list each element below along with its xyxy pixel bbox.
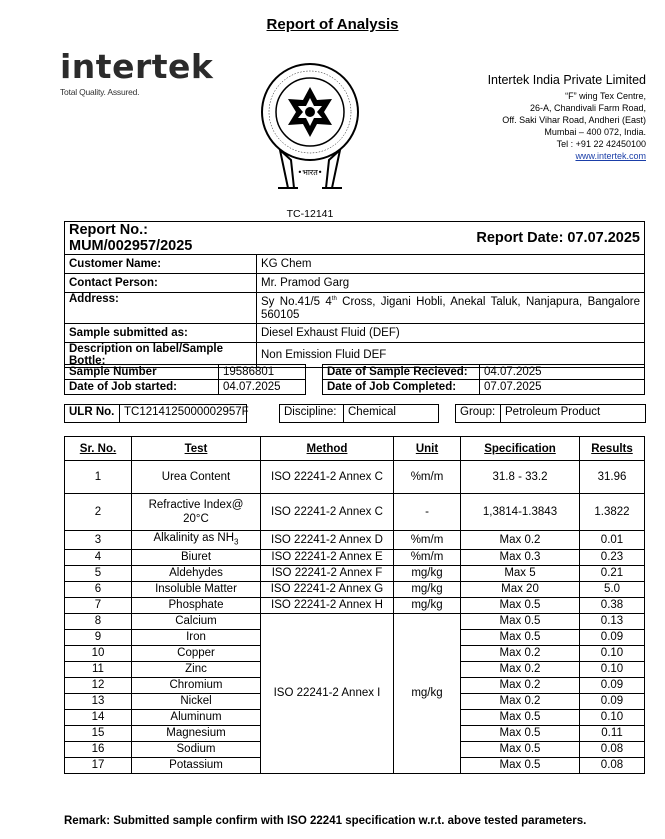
specification-cell: Max 0.5 (461, 758, 580, 774)
sample-number-value: 19586801 (219, 365, 306, 380)
sr-no-cell: 6 (65, 582, 132, 598)
contact-value: Mr. Pramod Garg (257, 274, 645, 293)
result-cell: 0.10 (580, 646, 645, 662)
sample-number-label: Sample Number (65, 365, 219, 380)
logo-wordmark: intertek (60, 47, 214, 86)
specification-cell: 31.8 - 33.2 (461, 461, 580, 494)
method-cell: ISO 22241-2 Annex C (261, 461, 394, 494)
test-cell: Chromium (132, 678, 261, 694)
test-cell: Magnesium (132, 726, 261, 742)
test-cell: Phosphate (132, 598, 261, 614)
specification-cell: Max 0.2 (461, 662, 580, 678)
seal-bottom-text: •भारत• (297, 168, 323, 177)
table-row (65, 598, 645, 614)
report-date: Report Date: 07.07.2025 (257, 222, 645, 255)
specification-cell: Max 0.2 (461, 646, 580, 662)
table-row (65, 494, 645, 531)
contact-label: Contact Person: (65, 274, 257, 293)
test-cell: Sodium (132, 742, 261, 758)
started-label: Date of Job started: (65, 380, 219, 395)
test-cell: Iron (132, 630, 261, 646)
group-label: Group: (460, 406, 496, 418)
header-specification: Specification (461, 437, 580, 461)
specification-cell: Max 0.3 (461, 550, 580, 566)
table-row (65, 566, 645, 582)
discipline-label: Discipline: (284, 406, 337, 418)
sr-no-cell: 11 (65, 662, 132, 678)
address-line-1: “F” wing Tex Centre, (565, 91, 646, 101)
result-cell: 1.3822 (580, 494, 645, 531)
company-address-block (488, 72, 646, 162)
completed-value: 07.07.2025 (480, 380, 645, 395)
specification-cell: Max 20 (461, 582, 580, 598)
sr-no-cell: 2 (65, 494, 132, 531)
result-cell: 0.09 (580, 694, 645, 710)
ulr-box (64, 404, 247, 423)
sr-no-cell: 9 (65, 630, 132, 646)
table-row (65, 550, 645, 566)
test-cell: Refractive Index@ 20°C (132, 494, 261, 531)
specification-cell: Max 0.2 (461, 694, 580, 710)
method-cell: ISO 22241-2 Annex H (261, 598, 394, 614)
completed-label: Date of Job Completed: (323, 380, 480, 395)
sr-no-cell: 1 (65, 461, 132, 494)
table-row (65, 614, 645, 630)
method-cell-merged: ISO 22241-2 Annex I (261, 614, 394, 774)
ulr-label: ULR No. (69, 406, 115, 418)
sr-no-cell: 13 (65, 694, 132, 710)
result-cell: 0.10 (580, 710, 645, 726)
unit-cell: %m/m (394, 531, 461, 550)
unit-cell: - (394, 494, 461, 531)
sr-no-cell: 10 (65, 646, 132, 662)
specification-cell: Max 0.2 (461, 678, 580, 694)
result-cell: 0.38 (580, 598, 645, 614)
sample-submitted-value: Diesel Exhaust Fluid (DEF) (257, 324, 645, 343)
ulr-value: TC1214125000002957F (124, 406, 249, 418)
address-line-2: 26-A, Chandivali Farm Road, (529, 103, 646, 113)
sr-no-cell: 14 (65, 710, 132, 726)
specification-cell: Max 0.5 (461, 726, 580, 742)
unit-cell: mg/kg (394, 582, 461, 598)
method-cell: ISO 22241-2 Annex D (261, 531, 394, 550)
company-name: Intertek India Private Limited (487, 73, 646, 87)
group-box (455, 404, 646, 423)
received-value: 04.07.2025 (480, 365, 645, 380)
sr-no-cell: 8 (65, 614, 132, 630)
method-cell: ISO 22241-2 Annex G (261, 582, 394, 598)
test-cell: Copper (132, 646, 261, 662)
table-row (65, 531, 645, 550)
test-cell: Urea Content (132, 461, 261, 494)
specification-cell: Max 0.5 (461, 598, 580, 614)
specification-cell: Max 0.5 (461, 614, 580, 630)
tc-number: TC-12141 (286, 208, 334, 220)
sr-no-cell: 16 (65, 742, 132, 758)
unit-cell: %m/m (394, 461, 461, 494)
started-value: 04.07.2025 (219, 380, 306, 395)
description-label: Description on label/Sample Bottle: (65, 343, 257, 368)
sr-no-cell: 3 (65, 531, 132, 550)
specification-cell: Max 5 (461, 566, 580, 582)
specification-cell: 1,3814-1.3843 (461, 494, 580, 531)
intertek-logo (60, 47, 214, 97)
header-results: Results (580, 437, 645, 461)
result-cell: 0.09 (580, 678, 645, 694)
header-sr-no: Sr. No. (65, 437, 132, 461)
accreditation-seal-icon (258, 60, 363, 202)
header-method: Method (261, 437, 394, 461)
test-results-table (64, 436, 645, 774)
unit-cell: %m/m (394, 550, 461, 566)
group-value: Petroleum Product (505, 406, 601, 418)
report-title: Report of Analysis (266, 16, 399, 33)
report-number: Report No.: MUM/002957/2025 (65, 222, 257, 255)
company-tel: Tel : +91 22 42450100 (556, 139, 646, 149)
test-cell: Aluminum (132, 710, 261, 726)
company-website-link[interactable]: www.intertek.com (575, 151, 646, 161)
method-cell: ISO 22241-2 Annex F (261, 566, 394, 582)
received-label: Date of Sample Recieved: (323, 365, 480, 380)
result-cell: 0.09 (580, 630, 645, 646)
sample-submitted-label: Sample submitted as: (65, 324, 257, 343)
specification-cell: Max 0.5 (461, 742, 580, 758)
result-cell: 5.0 (580, 582, 645, 598)
result-cell: 0.21 (580, 566, 645, 582)
result-cell: 0.11 (580, 726, 645, 742)
test-cell: Zinc (132, 662, 261, 678)
sr-no-cell: 7 (65, 598, 132, 614)
sr-no-cell: 12 (65, 678, 132, 694)
test-cell: Alkalinity as $NH_3$ (132, 531, 261, 550)
header-unit: Unit (394, 437, 461, 461)
result-cell: 0.01 (580, 531, 645, 550)
test-cell: Nickel (132, 694, 261, 710)
test-cell: Biuret (132, 550, 261, 566)
test-cell: Potassium (132, 758, 261, 774)
customer-name-value: KG Chem (257, 255, 645, 274)
result-cell: 0.08 (580, 758, 645, 774)
unit-cell-merged: mg/kg (394, 614, 461, 774)
customer-name-label: Customer Name: (65, 255, 257, 274)
method-cell: ISO 22241-2 Annex E (261, 550, 394, 566)
sr-no-cell: 4 (65, 550, 132, 566)
logo-tagline: Total Quality. Assured. (60, 87, 140, 97)
remark: Remark: Submitted sample confirm with ISO 22241 specification w.r.t. above tested parameters. (64, 815, 587, 827)
unit-cell: mg/kg (394, 566, 461, 582)
sr-no-cell: 17 (65, 758, 132, 774)
customer-info-table (64, 221, 645, 368)
unit-cell: mg/kg (394, 598, 461, 614)
test-cell: Calcium (132, 614, 261, 630)
specification-cell: Max 0.5 (461, 710, 580, 726)
job-info-table (64, 364, 645, 395)
table-row (65, 582, 645, 598)
specification-cell: Max 0.5 (461, 630, 580, 646)
table-row (65, 461, 645, 494)
discipline-box (279, 404, 439, 423)
result-cell: 0.10 (580, 662, 645, 678)
specification-cell: Max 0.2 (461, 531, 580, 550)
description-value: Non Emission Fluid DEF (257, 343, 645, 368)
test-cell: Aldehydes (132, 566, 261, 582)
test-cell: Insoluble Matter (132, 582, 261, 598)
result-cell: 0.23 (580, 550, 645, 566)
method-cell: ISO 22241-2 Annex C (261, 494, 394, 531)
result-cell: 0.08 (580, 742, 645, 758)
address-label: Address: (65, 293, 257, 324)
header-test: Test (132, 437, 261, 461)
sr-no-cell: 5 (65, 566, 132, 582)
address-line-3: Off. Saki Vihar Road, Andheri (East) (502, 115, 646, 125)
address-value: Sy No.41/5 4th Cross, Jigani Hobli, Anekal Taluk, Nanjapura, Bangalore 560105 (257, 293, 645, 324)
discipline-value: Chemical (348, 406, 396, 418)
result-cell: 31.96 (580, 461, 645, 494)
sr-no-cell: 15 (65, 726, 132, 742)
result-cell: 0.13 (580, 614, 645, 630)
address-line-4: Mumbai – 400 072, India. (544, 127, 646, 137)
